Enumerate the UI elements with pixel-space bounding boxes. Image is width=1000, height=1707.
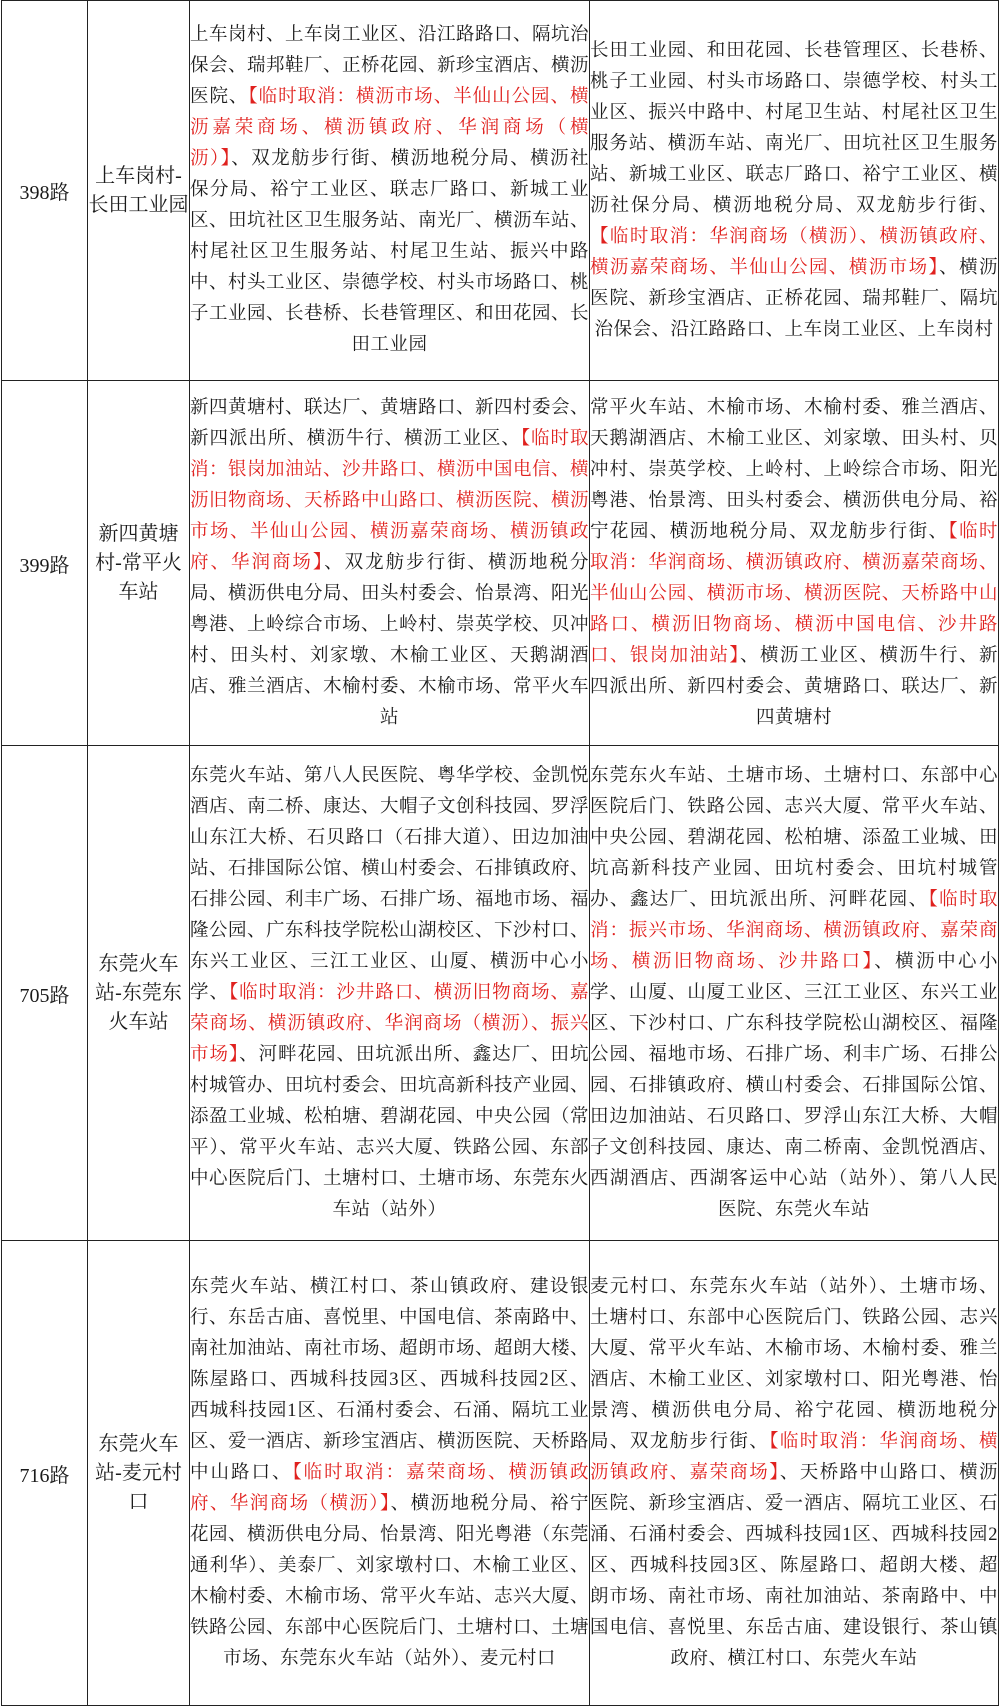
forward-stops: [190, 1, 590, 381]
route-name: 东莞火车站-麦元村口: [88, 1241, 190, 1706]
cancelled-stops: 【临时取消：沙井路口、横沥旧物商场、嘉荣商场、横沥镇政府、华润商场（横沥）、振兴市场】: [190, 982, 589, 1065]
stops-text: 、横沥地税分局、裕宁花园、横沥供电分局、怡景湾、阳光粤港（东莞通利华）、美泰厂、刘家墩村口、木榆工业区、木榆村委、木榆市场、常平火车站、志兴大厦、铁路公园、东部中心医院后门、土塘村口、土塘市场、东莞东火车站（站外）、麦元村口: [190, 1493, 590, 1669]
route-number: 716路: [2, 1241, 88, 1706]
table-row: [2, 746, 999, 1241]
table-row: [2, 1, 999, 381]
cancelled-stops: 【临时取消：嘉荣商场、横沥镇政府、华润商场（横沥）】: [190, 1462, 589, 1514]
stops-text: 麦元村口、东莞东火车站（站外）、土塘市场、土塘村口、东部中心医院后门、铁路公园、志兴大厦、常平火车站、木榆市场、木榆村委、雅兰酒店、木榆工业区、刘家墩村口、阳光粤港、怡景湾、横沥供电分局、裕宁花园、横沥地税分局、双龙舫步行街、: [590, 1276, 998, 1452]
stops-text: 、天桥路中山路口、横沥医院、新珍宝酒店、爱一酒店、隔坑工业区、石涌、石涌村委会、西城科技园1区、西城科技园2区、西城科技园3区、陈屋路口、超朗大楼、超朗市场、南社市场、南社加油站、茶南路中、中国电信、喜悦里、东岳古庙、建设银行、茶山镇政府、横江村口、东莞火车站: [590, 1462, 998, 1669]
stops-text: 新四黄塘村、联达厂、黄塘路口、新四村委会、新四派出所、横沥牛行、横沥工业区、: [190, 397, 590, 449]
forward-stops: [190, 1241, 590, 1706]
stops-text: 东莞火车站、第八人民医院、粤华学校、金凯悦酒店、南二桥、康达、大帽子文创科技园、罗浮山东江大桥、石贝路口（石排大道）、田边加油站、石排国际公馆、横山村委会、石排镇政府、石排公园、利丰广场、石排广场、福地市场、福隆公园、广东科技学院松山湖校区、下沙村口、东兴工业区、三江工业区、山厦、横沥中心小学、: [190, 765, 590, 1003]
route-number: 398路: [2, 1, 88, 381]
route-number: 399路: [2, 381, 88, 746]
route-change-document: [1, 0, 998, 1705]
forward-stops: [190, 381, 590, 746]
cancelled-stops: 【临时取消：华润商场、横沥镇政府、嘉荣商场】: [590, 1431, 998, 1483]
stops-text: 、河畔花园、田坑派出所、鑫达厂、田坑村城管办、田坑村委会、田坑高新科技产业园、添盈工业城、松柏塘、碧湖花园、中央公园（常平）、常平火车站、志兴大厦、铁路公园、东部中心医院后门、土塘村口、土塘市场、东莞东火车站（站外）: [190, 1044, 590, 1220]
stops-text: 上车岗村、上车岗工业区、沿江路路口、隔坑治保会、瑞邦鞋厂、正桥花园、新珍宝酒店、横沥医院、: [190, 25, 590, 107]
forward-stops: [190, 746, 590, 1241]
cancelled-stops: 【临时取消：银岗加油站、沙井路口、横沥中国电信、横沥旧物商场、天桥路中山路口、横沥医院、横沥市场、半仙山公园、横沥嘉荣商场、横沥镇政府、华润商场】: [190, 428, 590, 573]
cancelled-stops: 【临时取消：华润商场（横沥）、横沥镇政府、横沥嘉荣商场、半仙山公园、横沥市场】: [590, 226, 998, 278]
route-name: 东莞火车站-东莞东火车站: [88, 746, 190, 1241]
backward-stops: [590, 381, 999, 746]
stops-text: 、双龙舫步行街、横沥地税分局、横沥供电分局、田头村委会、怡景湾、阳光粤港、上岭综合市场、上岭村、崇英学校、贝冲村、田头村、刘家墩、木榆工业区、天鹅湖酒店、雅兰酒店、木榆村委、木榆市场、常平火车站: [190, 552, 590, 728]
backward-stops: [590, 746, 999, 1241]
stops-text: 、横沥医院、新珍宝酒店、正桥花园、瑞邦鞋厂、隔坑治保会、沿江路路口、上车岗工业区、上车岗村: [590, 257, 998, 340]
route-number: 705路: [2, 746, 88, 1241]
stops-text: 、横沥中心小学、山厦、山厦工业区、三江工业区、东兴工业区、下沙村口、广东科技学院松山湖校区、福隆公园、福地市场、石排广场、利丰广场、石排公园、石排镇政府、横山村委会、石排国际公馆、田边加油站、石贝路口、罗浮山东江大桥、大帽子文创科技园、康达、南二桥南、金凯悦酒店、西湖酒店、西湖客运中心站（站外）、第八人民医院、东莞火车站: [590, 951, 998, 1220]
cancelled-stops: 【临时取消：振兴市场、华润商场、横沥镇政府、嘉荣商场、横沥旧物商场、沙井路口】: [590, 889, 998, 972]
stops-text: 东莞火车站、横江村口、茶山镇政府、建设银行、东岳古庙、喜悦里、中国电信、茶南路中、南社加油站、南社市场、超朗市场、超朗大楼、陈屋路口、西城科技园3区、西城科技园2区、西城科技园1区、石涌村委会、石涌、隔坑工业区、爱一酒店、新珍宝酒店、横沥医院、天桥路中山路口、: [190, 1276, 590, 1483]
cancelled-stops: 【临时取消：华润商场、横沥镇政府、横沥嘉荣商场、半仙山公园、横沥市场、横沥医院、天桥路中山路口、横沥旧物商场、横沥中国电信、沙井路口、银岗加油站】: [590, 521, 998, 666]
route-table: [1, 0, 999, 1706]
route-name: 上车岗村-长田工业园: [88, 1, 190, 381]
stops-text: 、双龙舫步行街、横沥地税分局、横沥社保分局、裕宁工业区、联志厂路口、新城工业区、田坑社区卫生服务站、南光厂、横沥车站、村尾社区卫生服务站、村尾卫生站、振兴中路中、村头工业区、崇德学校、村头市场路口、桃子工业园、长巷桥、长巷管理区、和田花园、长田工业园: [190, 149, 590, 355]
backward-stops: [590, 1, 999, 381]
stops-text: 长田工业园、和田花园、长巷管理区、长巷桥、桃子工业园、村头市场路口、崇德学校、村头工业区、振兴中路中、村尾卫生站、村尾社区卫生服务站、横沥车站、南光厂、田坑社区卫生服务站、新城工业区、联志厂路口、裕宁工业区、横沥社保分局、横沥地税分局、双龙舫步行街、: [590, 40, 998, 216]
stops-text: 东莞东火车站、土塘市场、土塘村口、东部中心医院后门、铁路公园、志兴大厦、常平火车站、中央公园、碧湖花园、松柏塘、添盈工业城、田坑高新科技产业园、田坑村委会、田坑村城管办、鑫达厂、田坑派出所、河畔花园、: [590, 765, 998, 910]
stops-text: 常平火车站、木榆市场、木榆村委、雅兰酒店、天鹅湖酒店、木榆工业区、刘家墩、田头村、贝冲村、崇英学校、上岭村、上岭综合市场、阳光粤港、怡景湾、田头村委会、横沥供电分局、裕宁花园、横沥地税分局、双龙舫步行街、: [590, 397, 998, 542]
table-row: [2, 1241, 999, 1706]
backward-stops: [590, 1241, 999, 1706]
cancelled-stops: 【临时取消：横沥市场、半仙山公园、横沥嘉荣商场、横沥镇政府、华润商场（横沥）】: [190, 87, 589, 169]
table-row: [2, 381, 999, 746]
route-name: 新四黄塘村-常平火车站: [88, 381, 190, 746]
stops-text: 、横沥工业区、横沥牛行、新四派出所、新四村委会、黄塘路口、联达厂、新四黄塘村: [590, 645, 998, 728]
